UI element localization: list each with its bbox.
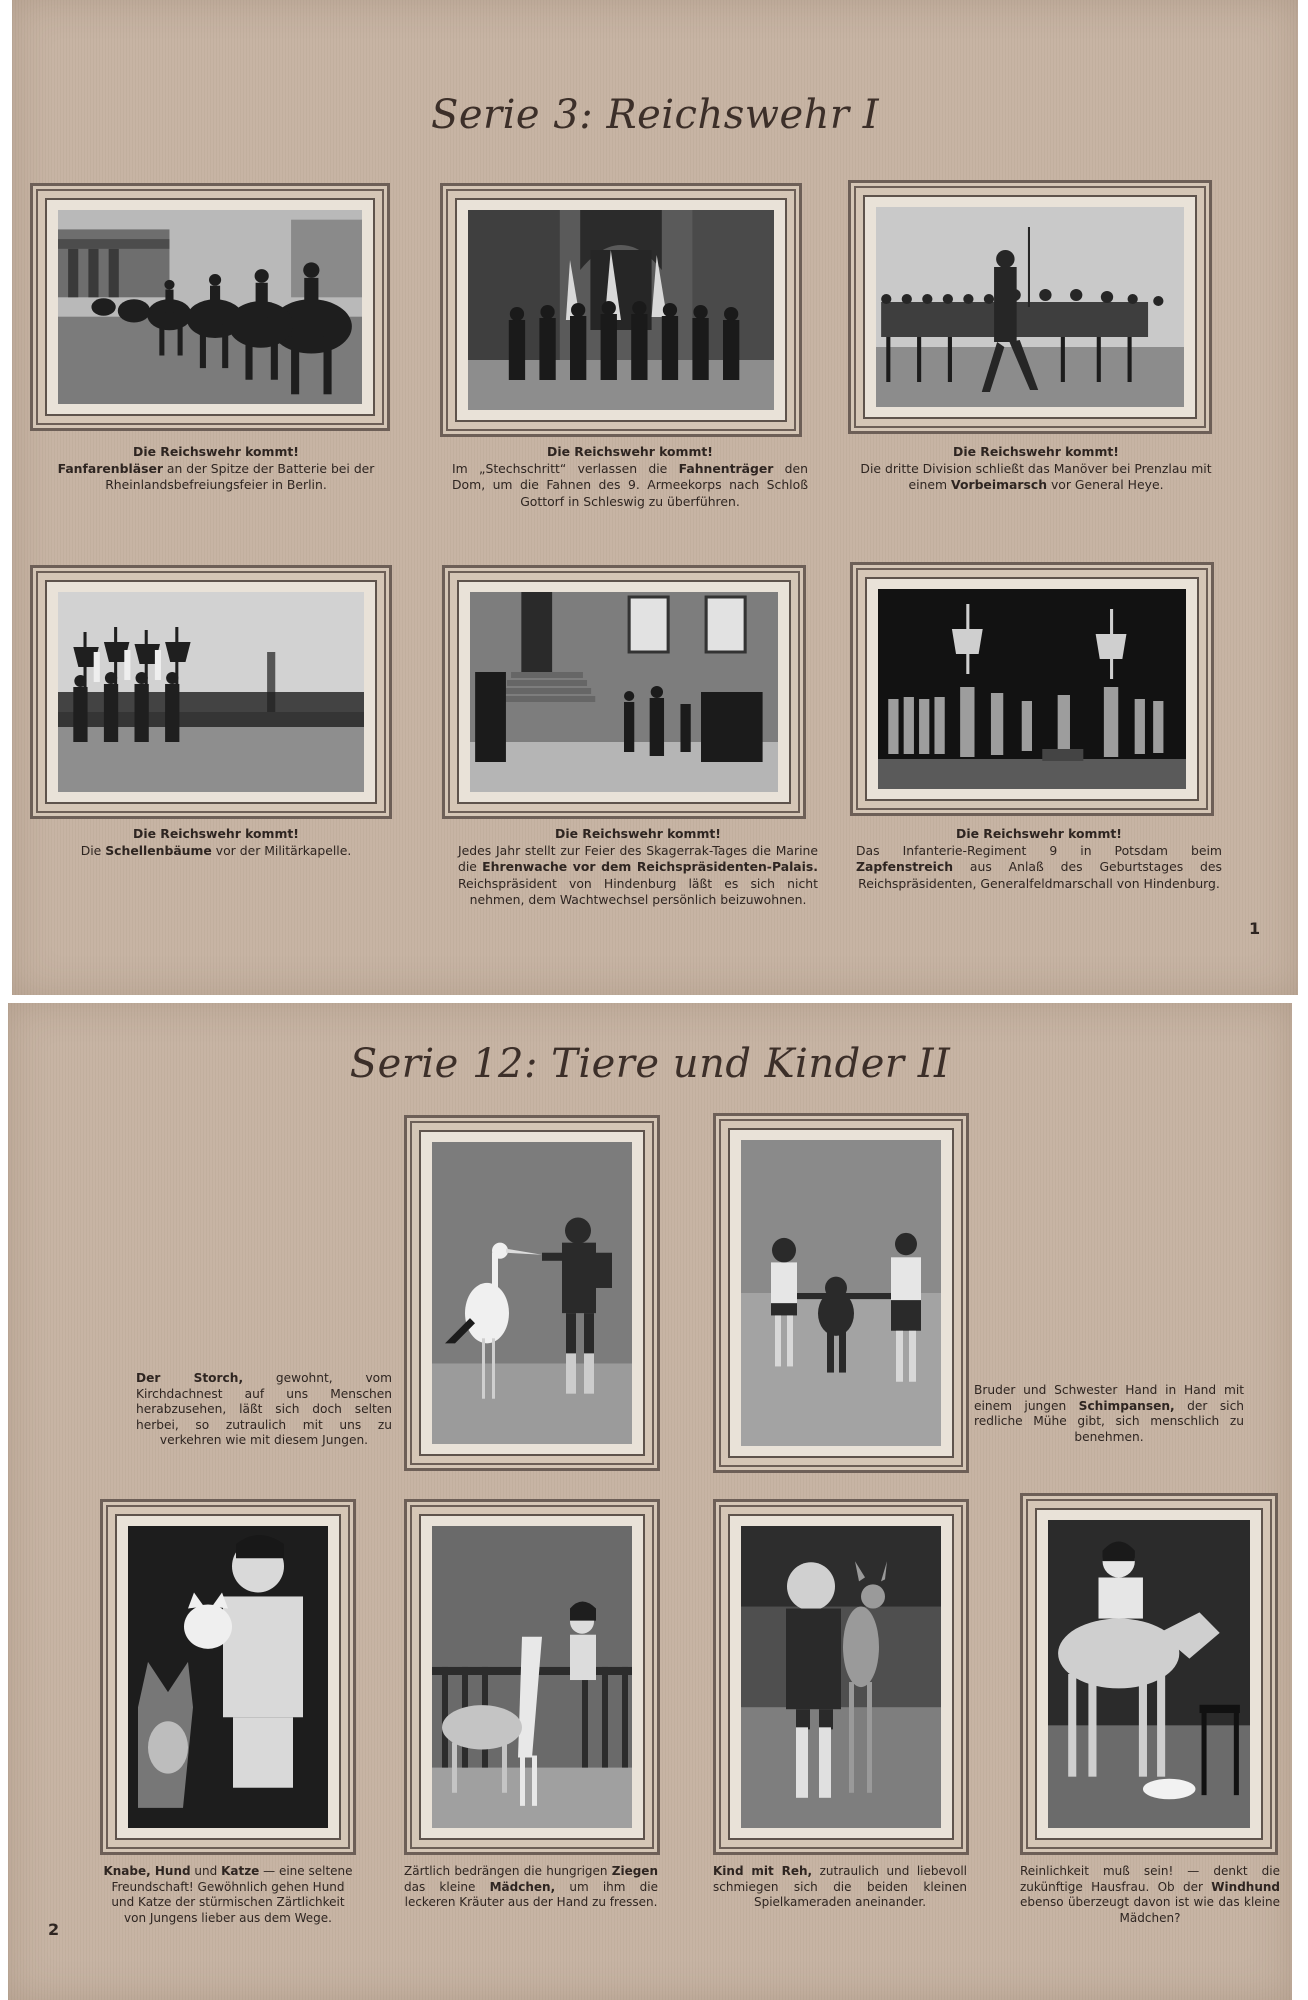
album-page-2 — [8, 1003, 1292, 2000]
caption-fanfare — [30, 444, 402, 494]
caption-text: das kleine — [404, 1879, 490, 1894]
album-page-1 — [12, 0, 1298, 995]
photo-card-deer — [713, 1499, 969, 1855]
side-text: Bruder und Schwester Hand in Hand mit einem jungen — [974, 1383, 1244, 1413]
caption-text: Im „Stechschritt“ verlassen die — [452, 460, 679, 476]
caption-text: Das Infanterie-Regiment 9 in Potsdam beim — [856, 842, 1222, 858]
caption-goats — [404, 1864, 658, 1911]
caption-bold: Vorbeimarsch — [951, 477, 1048, 492]
caption-bold: Fanfarenbläser — [57, 460, 163, 476]
caption-bold: Ziegen — [611, 1864, 658, 1878]
page-number: 2 — [48, 1920, 60, 1939]
caption-text: zutraulich und liebevoll schmiegen sich die beiden kleinen Spielkameraden aneinander. — [713, 1864, 968, 1909]
caption-head: Die Reichswehr kommt! — [133, 826, 299, 841]
photo-card-chimp — [713, 1113, 969, 1473]
caption-bold: Schellenbäume — [105, 842, 212, 858]
photo-card-tattoo — [850, 562, 1214, 816]
photo-card-honor-guard — [442, 565, 806, 819]
photo-card-windhound — [1020, 1493, 1278, 1855]
photo-division-parade — [876, 207, 1184, 407]
caption-head: Die Reichswehr kommt! — [133, 444, 299, 459]
side-bold: Der Storch, — [136, 1371, 244, 1385]
caption-text: vor General Heye. — [1047, 477, 1164, 492]
caption-text: den Dom, um die Fahnen des 9. Armeekorps nach Schloß Gottorf in Schleswig zu überführen. — [452, 460, 809, 509]
caption-bold: Zapfenstreich — [856, 859, 954, 874]
caption-parade — [852, 444, 1220, 494]
caption-text: und — [190, 1864, 222, 1878]
photo-card-parade — [848, 180, 1212, 434]
caption-text: Zärtlich bedrängen die hungrigen — [404, 1864, 612, 1878]
photo-card-standard-bearers — [440, 183, 802, 437]
caption-text: Reichspräsident von Hindenburg läßt es sich nicht nehmen, dem Wachtwechsel persönlich beizuwohnen. — [458, 875, 818, 907]
photo-card-boy-dog-cat — [100, 1499, 356, 1855]
caption-bold: Mädchen, — [489, 1879, 556, 1894]
photo-card-bell-trees — [30, 565, 392, 819]
photo-boy-with-stork — [432, 1142, 632, 1444]
caption-boy-dog-cat — [100, 1864, 356, 1926]
caption-bold: Katze — [221, 1864, 260, 1878]
photo-bell-trees — [58, 592, 364, 792]
caption-windhound — [1020, 1864, 1280, 1926]
caption-head: Die Reichswehr kommt! — [547, 444, 713, 459]
photo-standard-bearers — [468, 210, 774, 410]
caption-text: aus Anlaß des Geburtstages des Reichspräsidenten, Generalfeldmarschall von Hindenburg. — [858, 859, 1222, 891]
caption-text: um ihm die leckeren Kräuter aus der Hand zu fressen. — [404, 1879, 658, 1909]
caption-text: ebenso überzeugt davon ist wie das kleine Mädchen? — [1020, 1895, 1280, 1925]
caption-text: Die dritte Division schließt das Manöver bei Prenzlau mit einem — [860, 460, 1212, 492]
side-bold: Schimpansen, — [1078, 1398, 1175, 1413]
caption-head: Die Reichswehr kommt! — [956, 826, 1122, 841]
caption-deer — [713, 1864, 967, 1911]
caption-text: — eine seltene Freundschaft! Gewöhnlich gehen Hund und Katze der stürmischen Zärtlichkeit von Jungens lieber aus dem Wege. — [111, 1864, 353, 1925]
side-text: der sich redliche Mühe gibt, sich menschlich zu benehmen. — [974, 1398, 1244, 1444]
page-2-title: Serie 12: Tiere und Kinder II — [349, 1041, 951, 1087]
photo-girl-with-goats — [432, 1526, 632, 1828]
caption-text: Reinlichkeit muß sein! — denkt die zukünftige Hausfrau. Ob der — [1020, 1864, 1280, 1894]
photo-boy-dog-cat — [128, 1526, 328, 1828]
photo-card-fanfare — [30, 183, 390, 431]
caption-text: Jedes Jahr stellt zur Feier des Skagerrak-Tages die Marine die — [458, 842, 818, 874]
page-1-title: Serie 3: Reichswehr I — [430, 92, 880, 138]
caption-head: Die Reichswehr kommt! — [953, 444, 1119, 459]
caption-text: Die — [80, 842, 106, 858]
side-text-chimp — [974, 1383, 1244, 1445]
page-number: 1 — [1249, 919, 1261, 938]
caption-bold: Fahnenträger — [678, 460, 774, 476]
side-text: gewohnt, vom Kirchdachnest auf uns Menschen herabzusehen, läßt sich doch selten herbei, so zutraulich mit uns zu verkehren wie mit diesem Jungen. — [136, 1371, 392, 1447]
caption-bold: Knabe, Hund — [103, 1864, 191, 1878]
caption-bell-trees — [30, 826, 402, 859]
photo-card-stork — [404, 1115, 660, 1471]
caption-head: Die Reichswehr kommt! — [555, 826, 721, 841]
photo-honor-guard — [470, 592, 778, 792]
caption-text: vor der Militärkapelle. — [211, 842, 352, 858]
photo-siblings-with-chimp — [741, 1140, 941, 1446]
caption-tattoo — [856, 826, 1222, 892]
photo-card-goats — [404, 1499, 660, 1855]
photo-fanfare-riders — [58, 210, 362, 404]
caption-bold: Kind mit Reh, — [713, 1864, 813, 1878]
caption-standard-bearers — [452, 444, 808, 510]
caption-honor-guard — [458, 826, 818, 909]
caption-text: an der Spitze der Batterie bei der Rheinlandsbefreiungsfeier in Berlin. — [105, 460, 375, 492]
photo-child-with-deer — [741, 1526, 941, 1828]
side-text-stork — [136, 1371, 392, 1449]
caption-bold: Ehrenwache vor dem Reichspräsidenten-Palais. — [482, 859, 819, 874]
photo-tattoo-night — [878, 589, 1186, 789]
caption-bold: Windhund — [1211, 1879, 1280, 1894]
photo-girl-washing-dog — [1048, 1520, 1250, 1828]
